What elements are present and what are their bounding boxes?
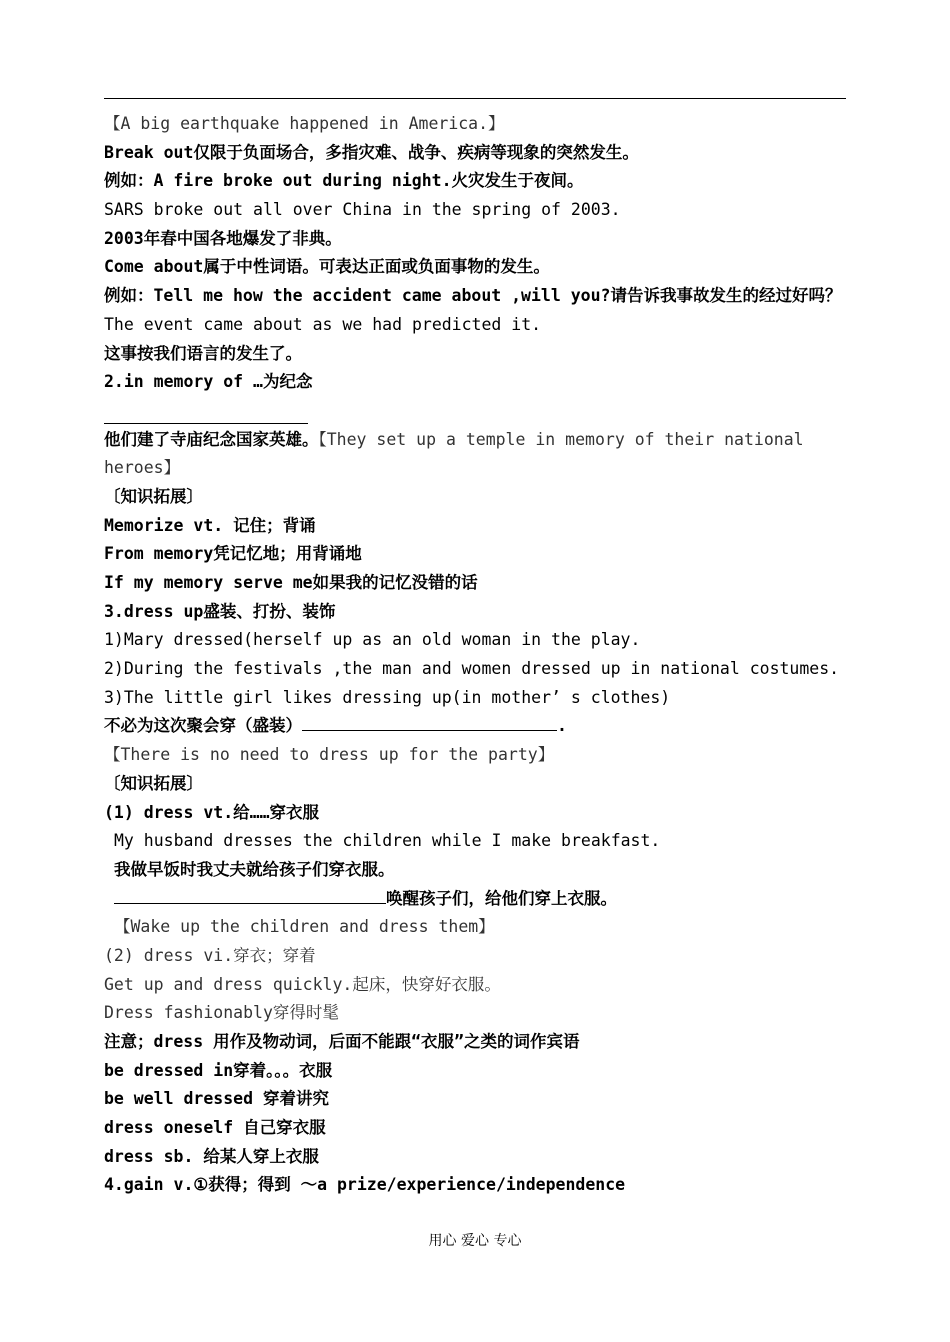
example-line: My husband dresses the children while I make breakfast. (114, 831, 661, 851)
exercise-line (104, 885, 849, 914)
text-line: dress oneself 自己穿衣服 (104, 1118, 326, 1138)
text-line: From memory凭记忆地；用背诵地 (104, 544, 362, 564)
fill-blank (104, 397, 849, 426)
exercise-line (104, 712, 849, 741)
subheading: 〔知识拓展〕 (104, 486, 203, 506)
text-line: If my memory serve me如果我的记忆没错的话 (104, 573, 478, 593)
subheading: (2) dress vi.穿衣；穿着 (104, 945, 316, 965)
exercise-line (104, 426, 849, 483)
example-line: 3)The little girl likes dressing up(in mother’ s clothes) (104, 687, 671, 707)
punctuation: . (557, 716, 567, 736)
subheading: 〔知识拓展〕 (104, 773, 203, 793)
blank-underline (114, 885, 386, 904)
section-heading: 2.in memory of …为纪念 (104, 372, 313, 392)
text-line: be dressed in穿着。。。衣服 (104, 1060, 333, 1080)
text-line: Dress fashionably穿得时髦 (104, 1003, 339, 1023)
text-line: dress sb. 给某人穿上衣服 (104, 1146, 319, 1166)
exercise-answer: 【They set up a temple in memory of their national heroes】 (104, 429, 804, 478)
page-footer: 用心 爱心 专心 (428, 1233, 522, 1249)
header-rule (104, 98, 846, 99)
subheading: (1) dress vt.给……穿衣服 (104, 802, 320, 822)
example-line: Get up and dress quickly.起床，快穿好衣服。 (104, 974, 501, 994)
section-heading: 3.dress up盛装、打扮、装饰 (104, 601, 336, 621)
exercise-prompt: 他们建了寺庙纪念国家英雄。 (104, 429, 319, 449)
document-body (104, 110, 849, 1200)
exercise-prompt: 不必为这次聚会穿（盛装） (104, 716, 302, 736)
text-line: 我做早饭时我丈夫就给孩子们穿衣服。 (114, 859, 395, 879)
example-line: 例如：Tell me how the accident came about ,will you?请告诉我事故发生的经过好吗？ (104, 286, 842, 306)
blank-underline (104, 405, 308, 424)
text-line: 这事按我们语言的发生了。 (104, 343, 302, 363)
blank-underline (302, 712, 557, 731)
example-line: 1)Mary dressed(herself up as an old woman in the play. (104, 630, 641, 650)
text-line: SARS broke out all over China in the spring of 2003. (104, 200, 621, 220)
note-line: 注意；dress 用作及物动词，后面不能跟“衣服”之类的词作宾语 (104, 1032, 580, 1052)
example-line: 2)During the festivals ,the man and women dressed up in national costumes. (104, 659, 840, 679)
text-line: The event came about as we had predicted it. (104, 314, 542, 334)
exercise-prompt: 唤醒孩子们，给他们穿上衣服。 (386, 888, 617, 908)
text-line: be well dressed 穿着讲究 (104, 1089, 329, 1109)
text-line: Come about属于中性词语。可表达正面或负面事物的发生。 (104, 257, 550, 277)
answer-line: 【Wake up the children and dress them】 (114, 917, 495, 937)
text-line: Memorize vt. 记住；背诵 (104, 515, 316, 535)
answer-line: 【A big earthquake happened in America.】 (104, 114, 505, 133)
text-line: 2003年春中国各地爆发了非典。 (104, 228, 342, 248)
section-heading: 4.gain v.①获得；得到 ～a prize/experience/independence (104, 1175, 626, 1195)
example-line: 例如：A fire broke out during night.火灾发生于夜间。 (104, 171, 584, 191)
answer-line: 【There is no need to dress up for the party】 (104, 745, 555, 765)
text-line: Break out仅限于负面场合，多指灾难、战争、疾病等现象的突然发生。 (104, 142, 639, 162)
